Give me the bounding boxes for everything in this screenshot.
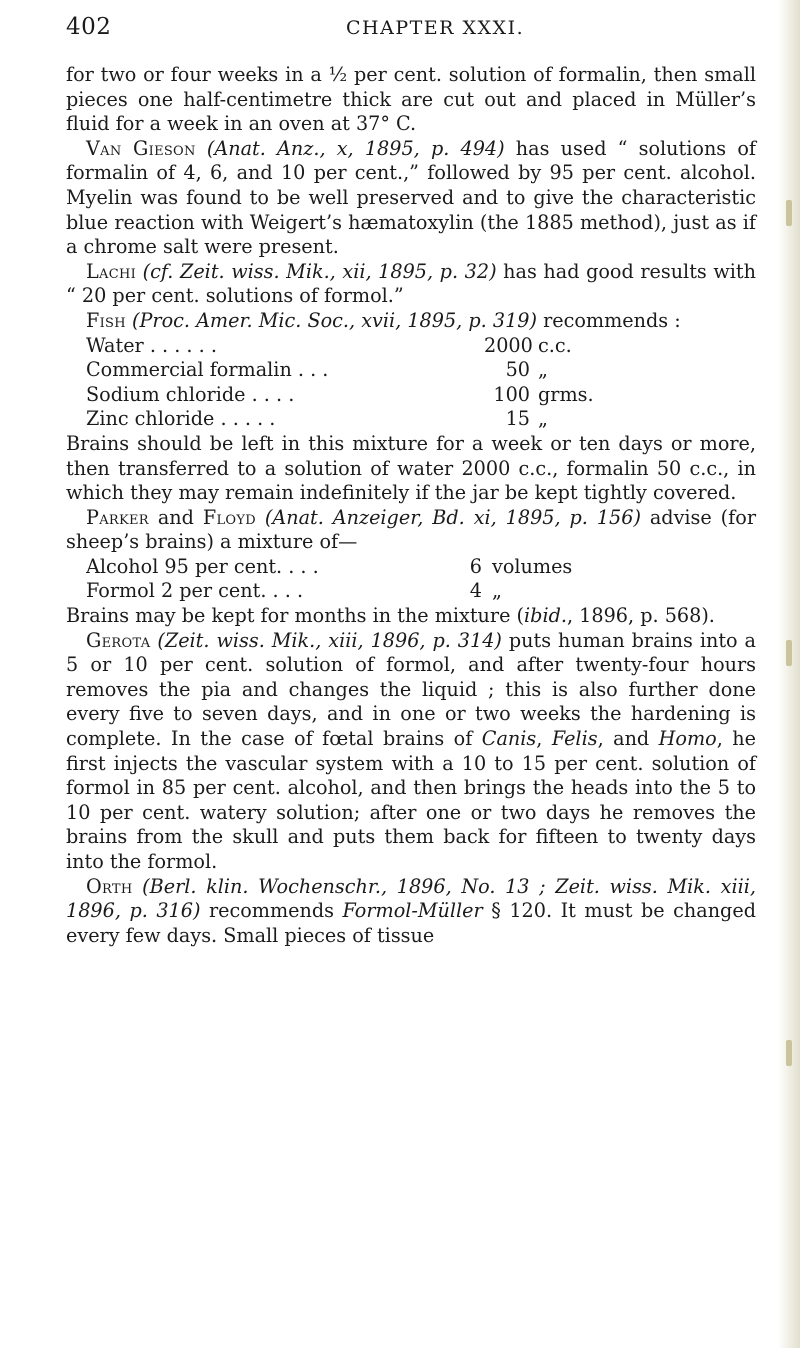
citation: (Zeit. wiss. Mik., xiii, 1896, p. 314) xyxy=(157,628,502,652)
paragraph: Brains may be kept for months in the mixture (ibid., 1896, p. 568). xyxy=(66,604,715,628)
recipe-row: Alcohol 95 per cent. . . . 6 volumes xyxy=(86,554,573,578)
citation: Formol-Müller xyxy=(342,899,483,923)
citation: (Anat. Anz., x, 1895, p. 494) xyxy=(206,136,505,160)
genus-name: Homo xyxy=(658,727,717,751)
page-edge xyxy=(778,0,800,1348)
edge-stain xyxy=(786,200,792,226)
paragraph: Brains should be left in this mixture for a week or ten days or more, then transferred to a solution of water 2000 c.c., formalin 50 c.c., in which they may remain indefinitely if the jar be kept tightly covered. xyxy=(66,431,756,505)
genus-name: Felis xyxy=(551,727,598,751)
page-header xyxy=(66,14,766,50)
recipe-row: Commercial formalin . . . 50 „ xyxy=(86,358,548,382)
parker-recipe xyxy=(66,555,756,604)
paragraph: for two or four weeks in a ½ per cent. solution of formalin, then small pieces one half-centimetre thick are cut out and placed in Müller’s fluid for a week in an oven at 37° C. xyxy=(66,63,756,136)
recipe-row: Sodium chloride . . . . 100 grms. xyxy=(86,382,594,406)
paragraph: Parker and Floyd (Anat. Anzeiger, Bd. xi, 1895, p. 156) advise (for sheep’s brains) a mixture of— xyxy=(66,505,756,554)
edge-stain xyxy=(786,1040,792,1066)
citation: (Berl. klin. Wochenschr., 1896, No. 13 ; Zeit. wiss. Mik. xiii, 1896, p. 316) xyxy=(66,874,756,923)
author-name: Van Gieson xyxy=(86,136,196,160)
paragraph: Van Gieson (Anat. Anz., x, 1895, p. 494) has used “ solutions of formalin of 4, 6, and 10 per cent.,” followed by 95 per cent. alcohol. Myelin was found to be well preserved and to give the characteristic blue reaction with Weigert’s hæmatoxylin (the 1885 method), just as if a chrome salt were present. xyxy=(66,136,756,259)
author-name: Fish xyxy=(86,308,126,332)
recipe-row: Zinc chloride . . . . . 15 „ xyxy=(86,407,548,431)
citation: (Anat. Anzeiger, Bd. xi, 1895, p. 156) xyxy=(264,505,641,529)
citation: (cf. Zeit. wiss. Mik., xii, 1895, p. 32) xyxy=(142,259,497,283)
page-number: 402 xyxy=(66,14,112,40)
running-head: CHAPTER XXXI. xyxy=(346,17,525,39)
paragraph: Lachi (cf. Zeit. wiss. Mik., xii, 1895, p. 32) has had good results with “ 20 per cent. solutions of formol.” xyxy=(66,259,756,308)
author-name: Orth xyxy=(86,874,133,898)
citation: ibid. xyxy=(524,604,567,628)
paragraph: Fish (Proc. Amer. Mic. Soc., xvii, 1895, p. 319) recommends : xyxy=(86,308,681,332)
genus-name: Canis xyxy=(481,727,537,751)
paragraph: Gerota (Zeit. wiss. Mik., xiii, 1896, p. 314) puts human brains into a 5 or 10 per cent. solution of formol, and after twenty-four hours removes the pia and changes the liquid ; this is also further done every five to seven days, and in one or two weeks the hardening is complete. In the case of fœtal brains of Canis, Felis, and Homo, he first injects the vascular system with a 10 to 15 per cent. solution of formol in 85 per cent. alcohol, and then brings the heads into the 5 to 10 per cent. watery solution; after one or two days he removes the brains from the skull and puts them back for fifteen to twenty days into the formol. xyxy=(66,628,756,873)
recipe-row: Water . . . . . . 2000 c.c. xyxy=(86,333,572,357)
citation: (Proc. Amer. Mic. Soc., xvii, 1895, p. 319) xyxy=(132,308,537,332)
body-text xyxy=(66,63,756,948)
paragraph: Orth (Berl. klin. Wochenschr., 1896, No. 13 ; Zeit. wiss. Mik. xiii, 1896, p. 316) recommends Formol-Müller § 120. It must be changed every few days. Small pieces of tissue xyxy=(66,874,756,947)
author-name: Parker xyxy=(86,505,149,529)
fish-recipe xyxy=(66,334,756,432)
author-name: Floyd xyxy=(202,505,256,529)
edge-stain xyxy=(786,640,792,666)
author-name: Lachi xyxy=(86,259,137,283)
recipe-row: Formol 2 per cent. . . . 4 „ xyxy=(86,579,502,603)
author-name: Gerota xyxy=(86,628,151,652)
